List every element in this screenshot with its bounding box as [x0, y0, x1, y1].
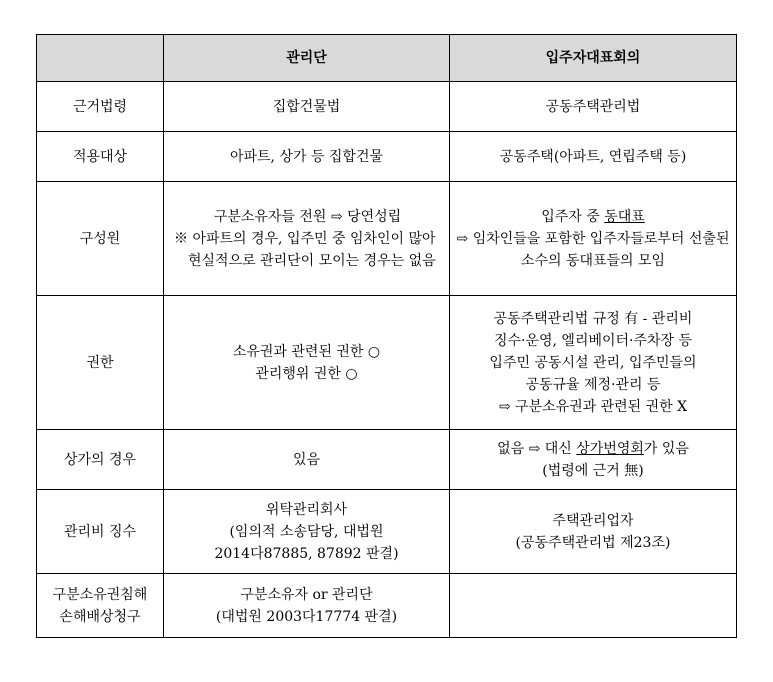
- table-row: [37, 182, 737, 296]
- table-row: [37, 296, 737, 430]
- store-b-line2: (법령에 근거 無): [542, 462, 644, 479]
- comparison-table: [36, 34, 737, 638]
- cell-store-a: 있음: [164, 430, 450, 490]
- members-b-underlined: 동대표: [604, 208, 645, 225]
- authority-b-line4: 공동규율 제정·관리 등: [525, 376, 661, 393]
- members-b-prefix: 입주자 중: [541, 208, 605, 225]
- damages-label-line1: 구분소유권침해: [52, 586, 148, 603]
- fee-a-line3: 2014다87885, 87892 판결): [214, 545, 399, 562]
- row-label-authority: 권한: [37, 296, 164, 430]
- members-a-line1: 구분소유자들 전원 ⇨ 당연성립: [213, 208, 402, 225]
- cell-authority-b: [450, 296, 737, 430]
- cell-authority-a: [164, 296, 450, 430]
- fee-b-line1: 주택관리업자: [552, 512, 634, 529]
- fee-b-line2: (공동주택관리법 제23조): [515, 534, 671, 551]
- header-row: [37, 35, 737, 82]
- cell-fee-b: [450, 490, 737, 574]
- authority-b-line3: 입주민 공동시설 관리, 입주민들의: [489, 354, 697, 371]
- table-row: [37, 430, 737, 490]
- header-cell-management-body: 관리단: [164, 35, 450, 82]
- store-b-suffix: 가 있음: [643, 440, 689, 457]
- damages-a-line2: (대법원 2003다17774 판결): [215, 608, 398, 625]
- authority-a-line1: 소유권과 관련된 권한 ○: [232, 343, 381, 360]
- row-label-scope: 적용대상: [37, 132, 164, 182]
- row-label-fee: 관리비 징수: [37, 490, 164, 574]
- members-b-line1: [454, 206, 732, 228]
- table-row: [37, 82, 737, 132]
- row-label-damages: [37, 574, 164, 638]
- store-b-underlined: 상가번영회: [576, 440, 644, 457]
- authority-b-line2: 징수·운영, 엘리베이터·주차장 등: [493, 332, 693, 349]
- row-label-basis: 근거법령: [37, 82, 164, 132]
- authority-b-line1: 공동주택관리법 규정 有 - 관리비: [493, 310, 693, 327]
- cell-damages-a: [164, 574, 450, 638]
- cell-basis-b: 공동주택관리법: [450, 82, 737, 132]
- cell-scope-a: 아파트, 상가 등 집합건물: [164, 132, 450, 182]
- cell-fee-a: [164, 490, 450, 574]
- damages-label-line2: 손해배상청구: [59, 608, 141, 625]
- row-label-store: 상가의 경우: [37, 430, 164, 490]
- store-b-line1: [454, 438, 732, 460]
- authority-a-line2: 관리행위 권한 ○: [255, 365, 358, 382]
- table-row: [37, 132, 737, 182]
- cell-members-a: [164, 182, 450, 296]
- cell-scope-b: 공동주택(아파트, 연립주택 등): [450, 132, 737, 182]
- fee-a-line1: 위탁관리회사: [265, 501, 348, 518]
- authority-b-line5: ⇨ 구분소유권과 관련된 권한 X: [498, 398, 688, 415]
- fee-a-line2: (임의적 소송담당, 대법원: [229, 523, 384, 540]
- header-cell-empty: [37, 35, 164, 82]
- cell-members-b: [450, 182, 737, 296]
- cell-damages-b: [450, 574, 737, 638]
- cell-basis-a: 집합건물법: [164, 82, 450, 132]
- members-b-line2: ⇨ 임차인들을 포함한 입주자들로부터 선출된 소수의 동대표들의 모임: [456, 230, 730, 269]
- header-cell-residents-council: 입주자대표회의: [450, 35, 737, 82]
- table-row: [37, 574, 737, 638]
- store-b-prefix: 없음 ⇨ 대신: [497, 440, 577, 457]
- row-label-members: 구성원: [37, 182, 164, 296]
- table-row: [37, 490, 737, 574]
- cell-store-b: [450, 430, 737, 490]
- members-a-note: ※ 아파트의 경우, 입주민 중 임차인이 많아 현실적으로 관리단이 모이는 경우는 없음: [174, 230, 436, 269]
- damages-a-line1: 구분소유자 or 관리단: [240, 586, 373, 603]
